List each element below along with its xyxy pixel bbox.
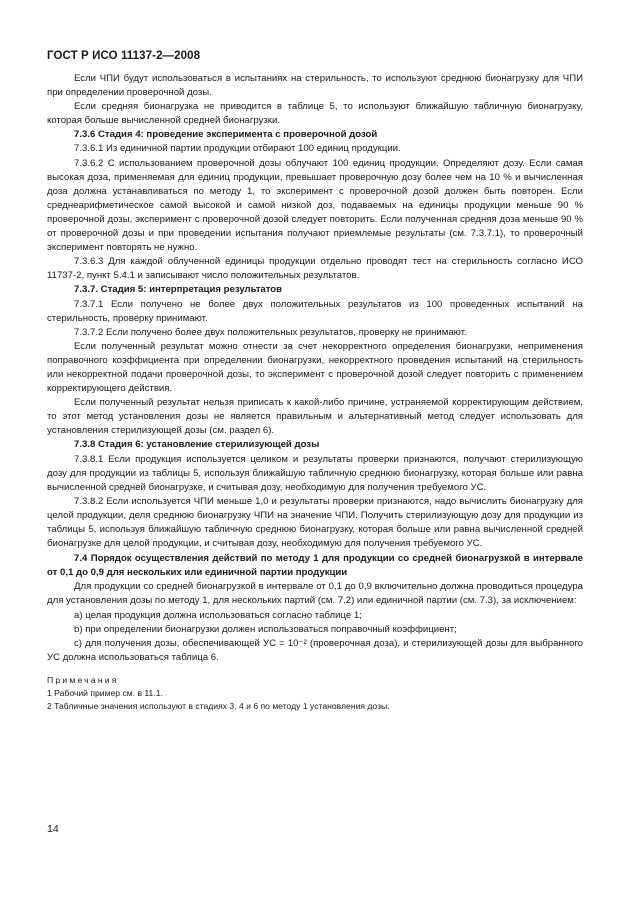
paragraph: 7.3.8.2 Если используется ЧПИ меньше 1,0 и результаты проверки признаются, надо вычислить бионагрузку для целой продукции, деля среднюю бионагрузку ЧПИ на значение ЧПИ. Получить стерилизующую дозу для продукции из таблицы 5, используя ближайшую табличную среднюю бионагрузку, которая больше или равна вычисленной средней бионагрузке для целой продукции, и считывая дозу, необходимую для получения требуемого УС.: [47, 495, 583, 550]
paragraph: 7.3.6.2 С использованием проверочной дозы облучают 100 единиц продукции. Определяют дозу. Если самая высокая доза, применяемая для единиц продукции, превышает проверочную дозу более чем на 10 % и вычисленная доза должна устанавливаться по методу 1, то эксперимент с проверочной дозой должен быть повторен. Если среднеарифметическое самой высокой и самой низкой доз, подаваемых на единицы продукции меньше 90 % проверочной дозы, эксперимент с проверочной дозой следует повторить. Если полученная средняя доза меньше 90 % от проверочной дозы и при проведении испытания получают приемлемые результаты (см. 7.3.7.1), то проверочный эксперимент повторять не нужно.: [47, 157, 583, 254]
page-number: 14: [47, 823, 59, 835]
section-heading: 7.3.7. Стадия 5: интерпретация результатов: [74, 284, 283, 296]
list-item: c) для получения дозы, обеспечивающей УС = 10⁻² (проверочная доза), и стерилизующей дозы для выбранного УС должна использоваться таблица 6.: [47, 637, 583, 663]
paragraph: Если полученный результат нельзя приписать к какой-либо причине, устраняемой корректирующим действием, то этот метод установления дозы не является правильным и альтернативный метод следует использовать для установления стерилизующей дозы (см. раздел 6).: [47, 397, 583, 437]
note-item: 2 Табличные значения используют в стадиях 3, 4 и 6 по методу 1 установления дозы.: [47, 700, 390, 711]
list-item: a) целая продукция должна использоваться согласно таблице 1;: [74, 609, 362, 621]
paragraph: Если средняя бионагрузка не приводится в таблице 5, то используют ближайшую табличную бионагрузку, которая больше вычисленной средней бионагрузки.: [47, 101, 583, 127]
section-heading: 7.3.6 Стадия 4: проведение эксперимента с проверочной дозой: [74, 129, 378, 141]
section-heading: 7.3.8 Стадия 6: установление стерилизующей дозы: [74, 439, 320, 451]
paragraph: 7.3.8.1 Если продукция используется целиком и результаты проверки признаются, получают стерилизующую дозу для продукции из таблицы 5, используя ближайшую табличную среднюю бионагрузку, которая больше или равна вычисленной средней бионагрузке, и считывая дозу, необходимую для получения требуемого УС.: [47, 453, 583, 493]
section-heading: 7.4 Порядок осуществления действий по методу 1 для продукции со средней бионагрузкой в интервале от 0,1 до 0,9 для нескольких или единичной партии продукции: [47, 553, 583, 579]
note-item: 1 Рабочий пример см. в 11.1.: [47, 687, 163, 698]
list-item: b) при определении бионагрузки должен использоваться поправочный коэффициент;: [74, 623, 457, 635]
paragraph: Для продукции со средней бионагрузкой в интервале от 0,1 до 0,9 включительно должна проводиться процедура для установления дозы по методу 1, для нескольких партий (см. 7.2) или единичной партии (см. 7.3), за исключением:: [47, 581, 583, 607]
notes-block: [47, 674, 583, 713]
paragraph: 7.3.6.3 Для каждой облученной единицы продукции отдельно проводят тест на стерильность согласно ИСО 11737-2, пункт 5.4.1 и записывают число положительных результатов.: [47, 256, 583, 282]
paragraph: 7.3.7.1 Если получено не более двух положительных результатов из 100 проведенных испытаний на стерильность, проверку принимают.: [47, 298, 583, 324]
document-header: ГОСТ Р ИСО 11137-2—2008: [47, 50, 201, 62]
notes-title: Примечания: [47, 674, 119, 685]
paragraph: Если полученный результат можно отнести за счет некорректного определения бионагрузки, неприменения поправочного коэффициента при определении бионагрузки, некорректного проведения испытаний на стерильность или некорректной подачи проверочной дозы, то эксперимент с проверочной дозой следует повторить с применением корректирующего действия.: [47, 340, 583, 395]
paragraph: Если ЧПИ будут использоваться в испытаниях на стерильность, то используют среднюю бионагрузку для ЧПИ при определении проверочной дозы.: [47, 73, 583, 99]
paragraph: 7.3.7.2 Если получено более двух положительных результатов, проверку не принимают.: [74, 326, 467, 338]
paragraph: 7.3.6.1 Из единичной партии продукции отбирают 100 единиц продукции.: [74, 143, 401, 155]
document-body: [47, 72, 583, 713]
